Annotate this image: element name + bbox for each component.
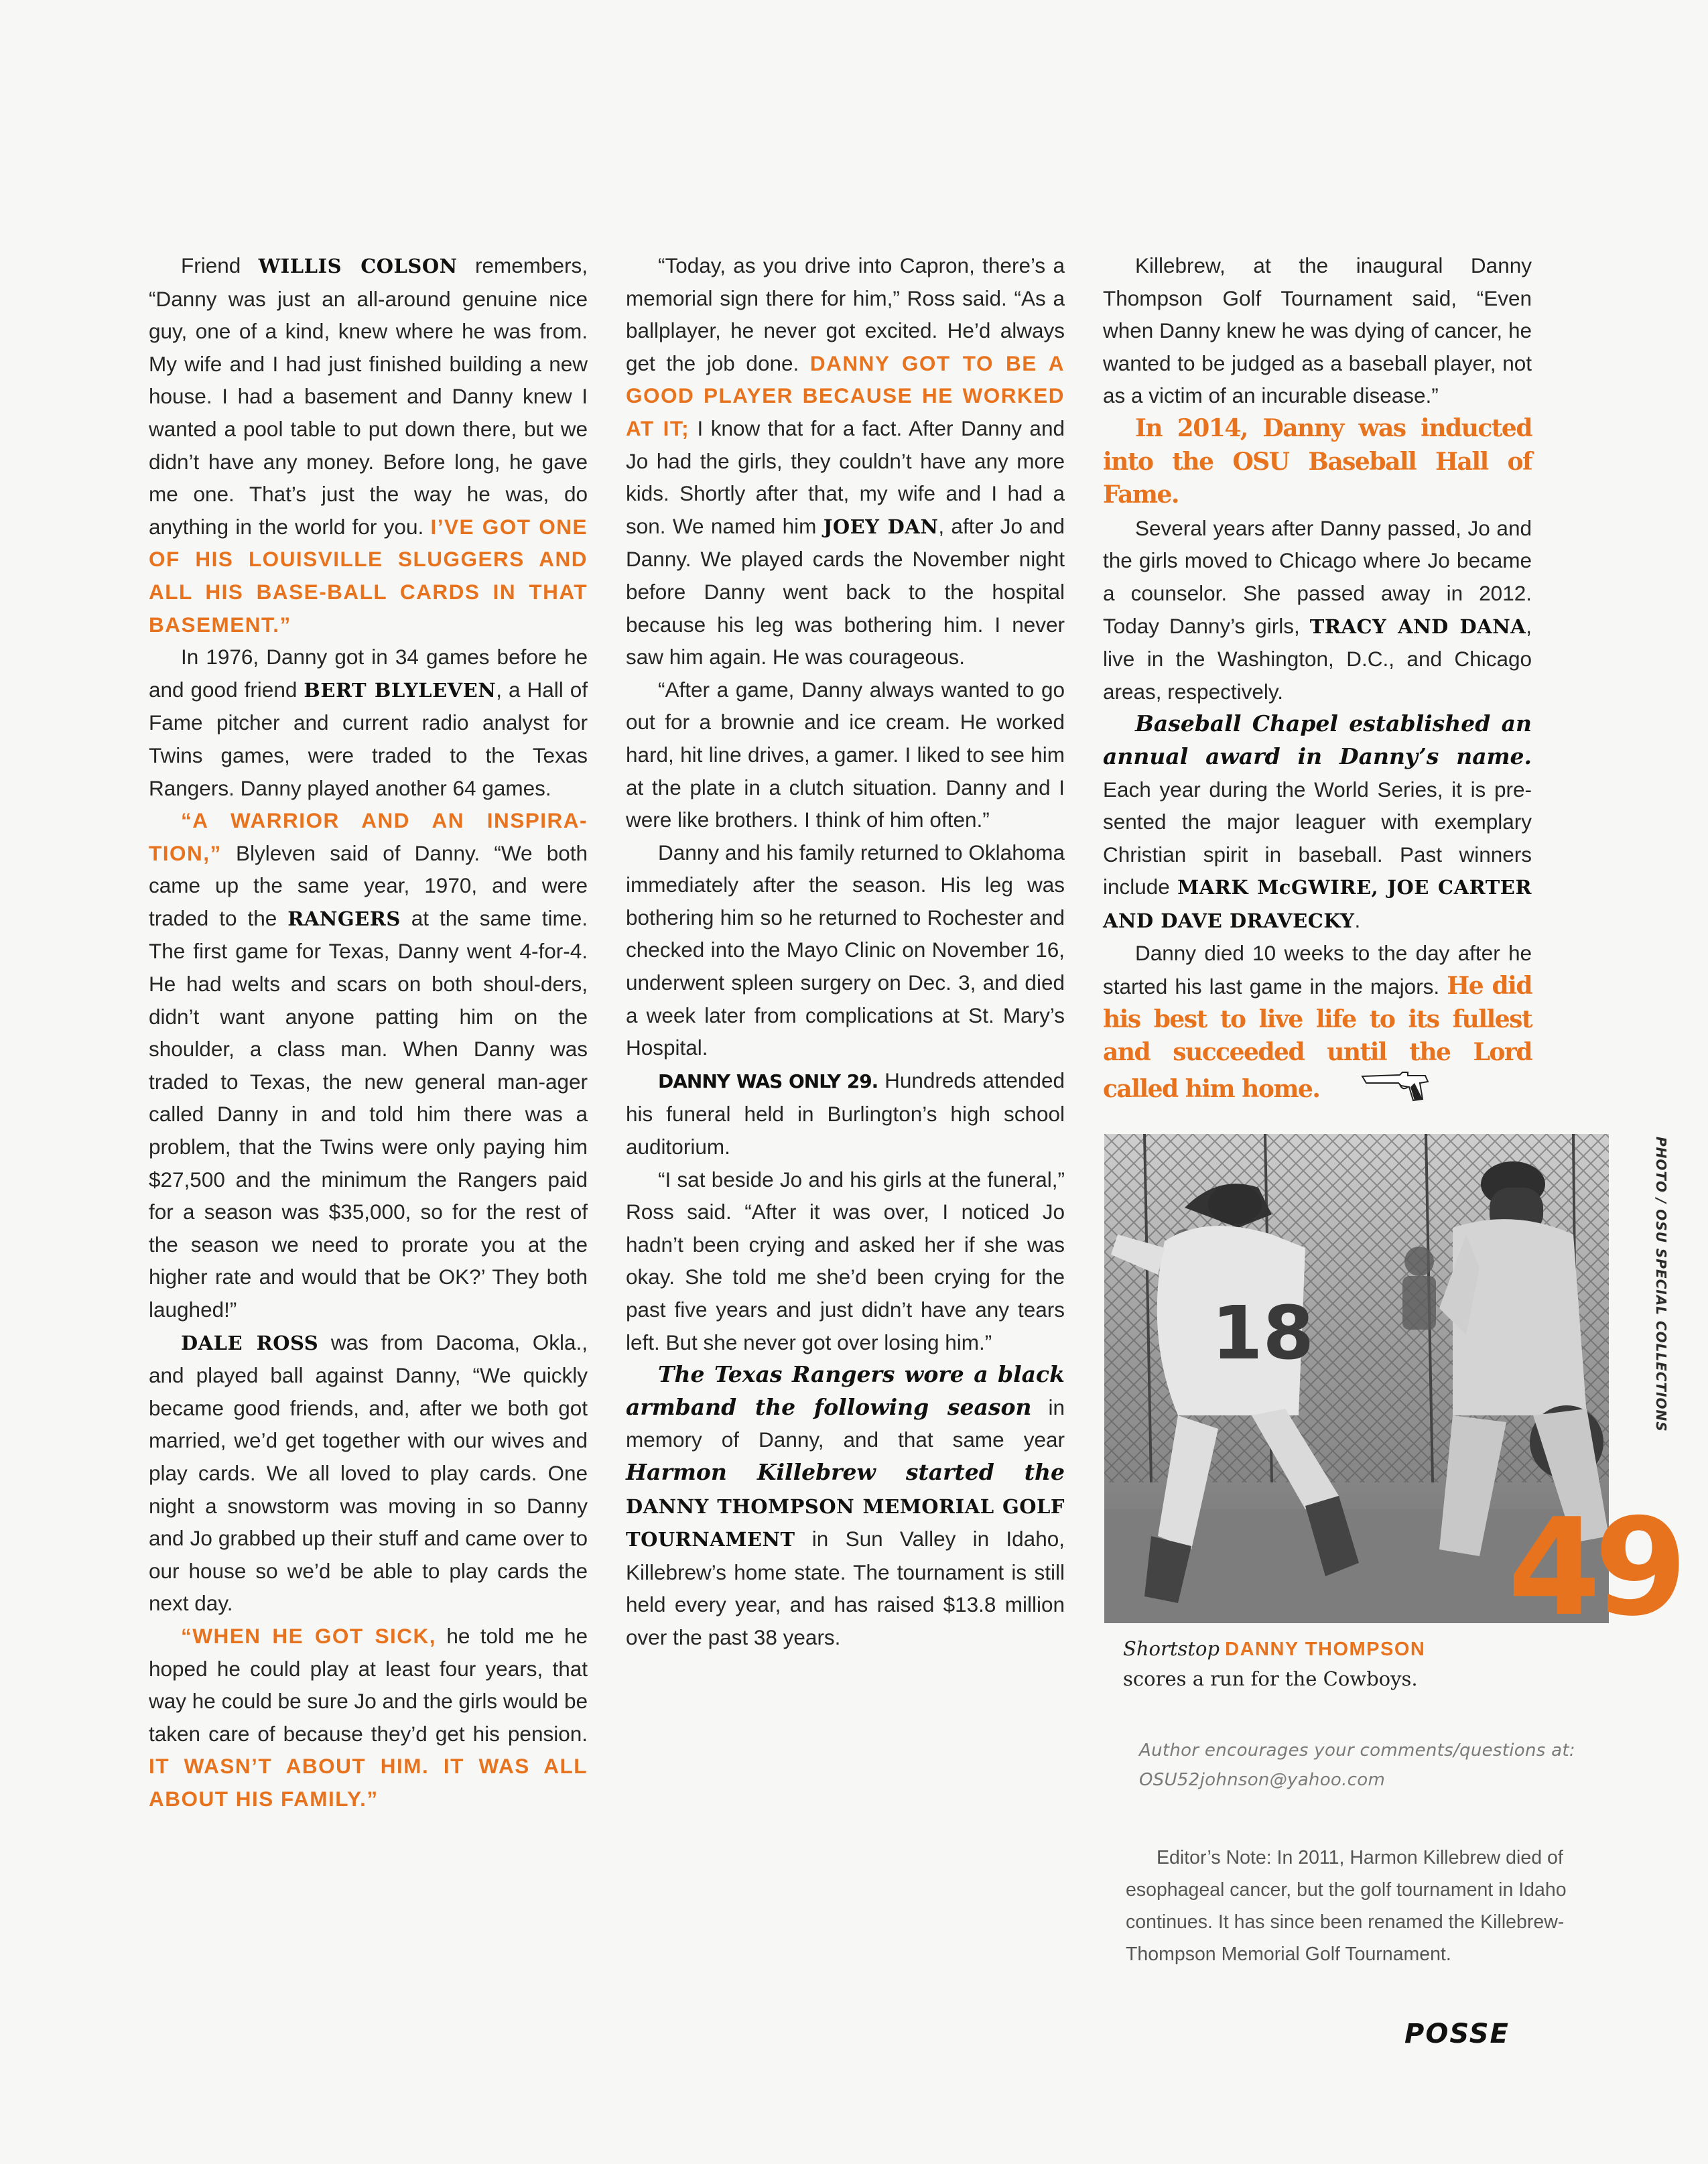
text: in memory of Danny, and that same year <box>626 1395 1065 1452</box>
headline-callout: He did his best to live life to its fullest and succeeded until the Lord called him home. <box>1103 972 1532 1103</box>
paragraph: “I sat beside Jo and his girls at the funeral,” Ross said. “After it was over, I noticed Jo hadn’t been crying and asked her if she was okay. She told me she’d been crying for the past five years and just didn’t have any tears left. But she never got over losing him.” <box>626 1167 1065 1354</box>
paragraph <box>149 641 588 804</box>
text: remembers, “Danny was just an all-around genuine nice guy, one of a kind, knew where he was from. My wife and I had just finished building a new house. I had a basement and Danny knew I wanted a pool table to put down there, but we didn’t have any money. Before long, he gave me one. That’s just the way he was, do anything in the world for you. <box>149 253 588 539</box>
text: Blyleven said of Danny. “We both came up the same year, 1970, and were traded to the <box>149 840 588 930</box>
text: , live in the Washington, D.C., and Chicago areas, respectively. <box>1103 613 1532 704</box>
paragraph <box>1103 708 1532 937</box>
text: In 1976, Danny got in 34 games before he and good friend <box>149 645 588 702</box>
paragraph: Killebrew, at the inaugural Danny Thompson Golf Tournament said, “Even when Danny knew he was dying of cancer, he wanted to be judged as a baseball player, not as a victim of an incurable disease.” <box>1103 253 1532 408</box>
author-note-text: Author encourages your comments/questions at: <box>1139 1740 1575 1761</box>
team-name: RANGERS <box>287 907 401 930</box>
text: “Today, as you drive into Capron, there’s a memorial sign there for him,” Ross said. “As a ballplayer, he never got excited. He’d always get the job done. <box>626 253 1065 375</box>
text: at the same time. The first game for Texas, Danny went 4-for-4. He had welts and scars on both shoul-ders, didn’t want anyone patting him on the shoulder, a class man. When Danny was traded to Texas, the new general man-ager called Danny in and told him there was a problem, that the Twins were only paying him $27,500 and the minimum the Rangers paid for a season was $35,000, so for the rest of the season we need to prorate you at the higher rate and would that be OK?’ They both laughed!” <box>149 905 588 1322</box>
paragraph <box>149 1326 588 1620</box>
jersey-number: 18 <box>1211 1290 1315 1376</box>
paragraph <box>149 1620 588 1816</box>
text: Friend <box>181 253 259 277</box>
page-number: 49 <box>1508 1490 1681 1646</box>
paragraph <box>149 804 588 1326</box>
text: I know that for a fact. After Danny and Jo had the girls, they couldn’t have any more kids. Shortly after that, my wife and I had a son. We named him <box>626 416 1065 538</box>
emphasis: DANNY WAS ONLY 29. <box>658 1070 878 1092</box>
text: , after Jo and Danny. We played cards the November night before Danny went back to the hospital because his leg was bothering him. I never saw him again. He was courageous. <box>626 513 1065 670</box>
person-name: TRACY AND DANA <box>1309 615 1526 638</box>
paragraph: Danny and his family returned to Oklahoma immediately after the season. His leg was bothering him so he returned to Rochester and checked into the Mayo Clinic on November 16, underwent spleen surgery on Dec. 3, and died a week later from complications at St. Mary’s Hospital. <box>626 840 1065 1060</box>
paragraph <box>1103 512 1532 708</box>
person-name: JOEY DAN <box>823 515 939 538</box>
photo-caption <box>1123 1634 1552 1694</box>
emphasis: Baseball Chapel established an annual award in Danny’s name. <box>1103 710 1532 769</box>
emphasis: Harmon Killebrew started the <box>626 1458 1065 1485</box>
person-name: DANNY THOMPSON <box>1225 1639 1426 1660</box>
text: in Sun Valley in Idaho, Killebrew’s home state. The tournament is still held every year, and has raised $13.8 million over the past 38 years. <box>626 1527 1065 1649</box>
editor-note-text: Editor’s Note: In 2011, Harmon Killebrew died of esophageal cancer, but the golf tournament in Idaho continues. It has since been renamed the Killebrew-Thompson Memorial Golf Tournament. <box>1126 1847 1567 1965</box>
person-name: BERT BLYLEVEN <box>304 678 497 702</box>
text: Danny died 10 weeks to the day after he started his last game in the majors. <box>1103 941 1532 999</box>
paragraph <box>149 249 588 641</box>
article-column-2 <box>626 249 1065 1654</box>
person-name: WILLIS COLSON <box>258 255 458 277</box>
author-note <box>1139 1736 1581 1795</box>
paragraph <box>626 1358 1065 1653</box>
pull-quote: DANNY GOT TO BE A GOOD PLAYER BECAUSE HE WORKED AT IT; <box>626 351 1065 440</box>
article-column-3 <box>1103 249 1532 1113</box>
person-name: DALE ROSS <box>181 1331 319 1354</box>
photo-credit: PHOTO / OSU SPECIAL COLLECTIONS <box>1653 1137 1669 1432</box>
paragraph <box>626 249 1065 674</box>
text: Several years after Danny passed, Jo and the girls moved to Chicago where Jo became a counselor. She passed away in 2012. Today Danny’s girls, <box>1103 515 1532 638</box>
magazine-logo: POSSE <box>1404 2019 1510 2049</box>
pull-quote: I’VE GOT ONE OF HIS LOUISVILLE SLUGGERS AND ALL HIS BASE-BALL CARDS IN THAT BASEMENT.” <box>149 514 588 637</box>
caption-text: scores a run for the Cowboys. <box>1123 1667 1418 1690</box>
text: . <box>1354 907 1361 932</box>
text: , a Hall of Fame pitcher and current radio analyst for Twins games, were traded to the Texas Rangers. Danny played another 64 games. <box>149 677 588 800</box>
text: Hundreds attended his funeral held in Burlington’s high school auditorium. <box>626 1068 1065 1159</box>
revolver-icon <box>1329 1070 1435 1114</box>
paragraph <box>626 1064 1065 1163</box>
emphasis: The Texas Rangers wore a black armband the following season <box>626 1361 1065 1420</box>
editor-note <box>1126 1842 1622 1970</box>
person-name: MARK McGWIRE, JOE CARTER AND DAVE DRAVECKY <box>1103 876 1532 932</box>
pull-quote: “A WARRIOR AND AN INSPIRA-TION,” <box>149 808 588 865</box>
paragraph <box>1103 412 1532 512</box>
text: Each year during the World Series, it is pre-sented the major leaguer with exemplary Christian spirit in baseball. Past winners include <box>1103 777 1532 899</box>
pull-quote: IT WASN’T ABOUT HIM. IT WAS ALL ABOUT HIS FAMILY.” <box>149 1754 588 1811</box>
event-name: DANNY THOMPSON MEMORIAL GOLF TOURNAMENT <box>626 1494 1065 1551</box>
text: he told me he hoped he could play at least four years, that way he could be sure Jo and the girls would be taken care of because they’d get his pension. <box>149 1623 588 1746</box>
text: was from Dacoma, Okla., and played ball against Danny, “We quickly became good friends, and, after we both got married, we’d get together with our wives and play cards. We all loved to play cards. One night a snowstorm was moving in so Danny and Jo grabbed up their stuff and came over to our house so we’d be able to play cards the next day. <box>149 1330 588 1616</box>
paragraph <box>1103 937 1532 1113</box>
article-column-1 <box>149 249 588 1816</box>
author-email: OSU52johnson@yahoo.com <box>1139 1770 1386 1790</box>
paragraph: “After a game, Danny always wanted to go out for a brownie and ice cream. He worked hard, hit line drives, a gamer. I liked to see him at the plate in a clutch situation. Danny and I were like brothers. I think of him often.” <box>626 677 1065 832</box>
caption-lead: Shortstop <box>1123 1637 1220 1660</box>
headline-callout: In 2014, Danny was inducted into the OSU Baseball Hall of Fame. <box>1103 413 1532 509</box>
pull-quote: “WHEN HE GOT SICK, <box>181 1623 437 1648</box>
